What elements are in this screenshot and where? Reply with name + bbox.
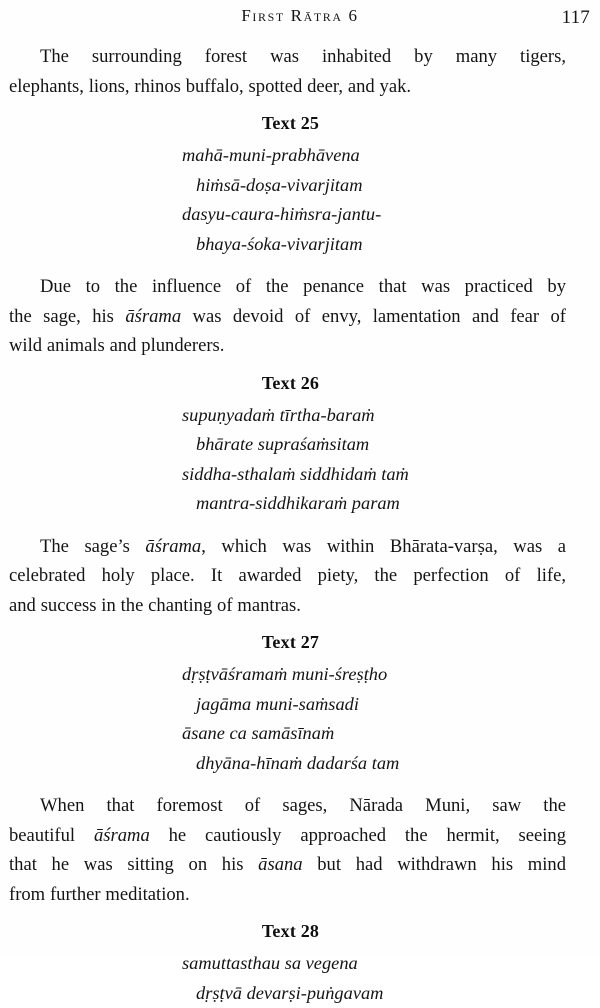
verse-line: āsane ca samāsīnaṁ: [9, 719, 566, 749]
verse-line: dhyāna-hīnaṁ dadarśa tam: [9, 749, 566, 779]
spacer: [9, 942, 566, 949]
paragraph-3-line-1-part-a: The sage’s: [40, 536, 145, 557]
paragraph-1-line-1: The surrounding forest was inhabited by many tigers,: [9, 42, 566, 72]
spacer: [9, 620, 566, 632]
paragraph-1-line-2: elephants, lions, rhinos buffalo, spotted deer, and yak.: [9, 72, 566, 102]
verse-block-text-25: [9, 113, 566, 259]
running-head-title: First Rātra 6: [0, 6, 600, 26]
paragraph-4-line-4: from further meditation.: [9, 880, 566, 910]
verse-block-text-28: [9, 921, 566, 1008]
verse-line: dṛṣṭvā devarṣi-puṅgavam: [9, 979, 566, 1008]
verse-line: bhaya-śoka-vivarjitam: [9, 230, 566, 260]
verse-line: jagāma muni-saṁsadi: [9, 690, 566, 720]
paragraph-2-line-3: wild animals and plunderers.: [9, 331, 566, 361]
text-block: [9, 42, 566, 1008]
paragraph-4-line-3-part-a: that he was sitting on his: [9, 854, 258, 875]
verse-line: supuṇyadaṁ tīrtha-baraṁ: [9, 401, 566, 431]
paragraph-2-line-2: [9, 302, 566, 332]
running-head: [0, 6, 600, 30]
verse-block-text-26: [9, 373, 566, 519]
term-asrama: āśrama: [94, 825, 150, 846]
paragraph-2-line-2-part-a: the sage, his: [9, 306, 125, 327]
paragraph-4: [9, 791, 566, 909]
term-asrama: āśrama: [125, 306, 181, 327]
paragraph-4-line-3-part-b: but had withdrawn his mind: [303, 854, 566, 875]
spacer: [9, 778, 566, 791]
paragraph-4-line-3: [9, 850, 566, 880]
spacer: [9, 361, 566, 373]
paragraph-1: [9, 42, 566, 101]
verse-heading-26: Text 26: [9, 373, 566, 394]
term-asana: āsana: [258, 854, 302, 875]
verse-block-text-27: [9, 632, 566, 778]
spacer: [9, 259, 566, 272]
verse-line: dasyu-caura-hiṁsra-jantu-: [9, 200, 566, 230]
term-asrama: āśrama: [145, 536, 201, 557]
paragraph-3: [9, 532, 566, 621]
verse-line: hiṁsā-doṣa-vivarjitam: [9, 171, 566, 201]
paragraph-3-line-1: [9, 532, 566, 562]
spacer: [9, 394, 566, 401]
page-number: 117: [562, 7, 590, 29]
paragraph-2: [9, 272, 566, 361]
paragraph-4-line-2-part-a: beautiful: [9, 825, 94, 846]
spacer: [9, 519, 566, 532]
paragraph-3-line-3: and success in the chanting of mantras.: [9, 591, 566, 621]
verse-line: siddha-sthalaṁ siddhidaṁ taṁ: [9, 460, 566, 490]
verse-line: bhārate supraśaṁsitam: [9, 430, 566, 460]
paragraph-4-line-2-part-b: he cautiously approached the hermit, seeing: [150, 825, 566, 846]
verse-heading-28: Text 28: [9, 921, 566, 942]
spacer: [9, 653, 566, 660]
spacer: [9, 909, 566, 921]
paragraph-4-line-2: [9, 821, 566, 851]
paragraph-3-line-1-part-b: , which was within Bhārata-varṣa, was a: [201, 536, 566, 557]
paragraph-4-line-1: When that foremost of sages, Nārada Muni, saw the: [9, 791, 566, 821]
paragraph-2-line-2-part-b: was devoid of envy, lamentation and fear of: [181, 306, 566, 327]
paragraph-2-line-1: Due to the influence of the penance that was practiced by: [9, 272, 566, 302]
verse-line: samuttasthau sa vegena: [9, 949, 566, 979]
verse-heading-27: Text 27: [9, 632, 566, 653]
verse-heading-25: Text 25: [9, 113, 566, 134]
verse-line: dṛṣṭvāśramaṁ muni-śreṣṭho: [9, 660, 566, 690]
verse-line: mahā-muni-prabhāvena: [9, 141, 566, 171]
spacer: [9, 101, 566, 113]
spacer: [9, 134, 566, 141]
verse-line: mantra-siddhikaraṁ param: [9, 489, 566, 519]
paragraph-3-line-2: celebrated holy place. It awarded piety, the perfection of life,: [9, 561, 566, 591]
